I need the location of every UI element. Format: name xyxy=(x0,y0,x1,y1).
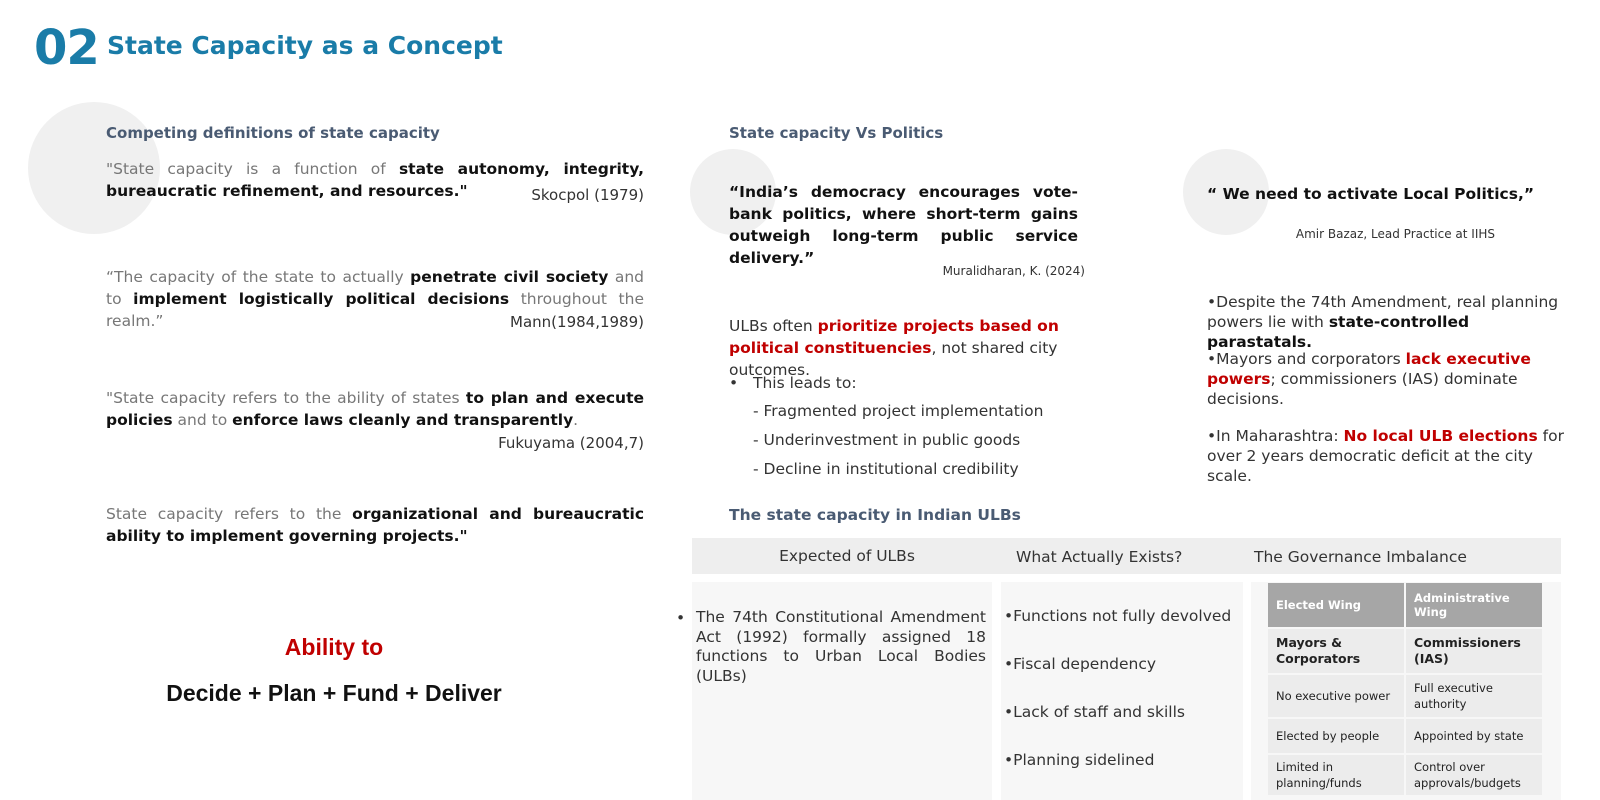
definitions-heading: Competing definitions of state capacity xyxy=(106,124,440,142)
quote-fukuyama xyxy=(106,387,644,431)
page-title: State Capacity as a Concept xyxy=(107,31,503,60)
quote-text: "State capacity is a function of xyxy=(106,160,399,178)
quote-muralidharan: “India’s democracy encourages vote-bank politics, where short-term gains outweigh long-term public service delivery.” xyxy=(729,183,1078,267)
table-row xyxy=(1268,629,1542,673)
citation-fukuyama: Fukuyama (2004,7) xyxy=(498,434,644,452)
consequence-item: - Underinvestment in public goods xyxy=(753,431,1021,449)
citation-skocpol: Skocpol (1979) xyxy=(531,186,644,204)
quote-text: State capacity refers to the xyxy=(106,505,353,523)
table-row xyxy=(1268,675,1542,717)
quote-text: throughout the realm.” xyxy=(106,290,644,330)
quote-emphasis: implement logistically political decisions xyxy=(133,290,510,308)
section-number: 02 xyxy=(34,20,99,76)
table-cell: Appointed by state xyxy=(1406,719,1542,753)
bullet-text: •Mayors and corporators xyxy=(1207,350,1406,368)
bullet-text: ; commissioners (IAS) dominate decisions. xyxy=(1207,370,1518,408)
column-header-imbalance: The Governance Imbalance xyxy=(1254,548,1467,566)
quote-organizational xyxy=(106,503,644,547)
bullet-executive-powers xyxy=(1207,349,1567,409)
bullet-highlight: No local ULB elections xyxy=(1343,427,1538,445)
quote-text: “The capacity of the state to actually xyxy=(106,268,411,286)
consequence-item: - Fragmented project implementation xyxy=(753,402,1044,420)
ulb-text-start: ULBs often xyxy=(729,317,818,335)
ulb-text-end: , not shared city outcomes. xyxy=(729,339,1058,379)
table-cell: Elected by people xyxy=(1268,719,1404,753)
header-elected-wing: Elected Wing xyxy=(1268,583,1404,627)
consequence-item: - Decline in institutional credibility xyxy=(753,460,1019,478)
bullet-text: •Despite the 74th Amendment, real planning powers lie with xyxy=(1207,293,1559,331)
quote-text: and to xyxy=(172,411,233,429)
citation-mann: Mann(1984,1989) xyxy=(510,313,644,331)
table-header-row xyxy=(1268,583,1542,627)
table-cell: Commissioners (IAS) xyxy=(1406,629,1542,673)
quote-emphasis: state autonomy, integrity, bureaucratic refinement, and resources." xyxy=(106,160,644,200)
exists-item: •Planning sidelined xyxy=(1004,751,1155,769)
quote-emphasis: organizational and bureaucratic ability to implement governing projects." xyxy=(106,505,645,545)
bullet-text: •In Maharashtra: xyxy=(1207,427,1344,445)
bullet-parastatals xyxy=(1207,292,1567,352)
ulb-text-highlight: prioritize projects based on political constituencies xyxy=(729,317,1059,357)
column-header-exists: What Actually Exists? xyxy=(1016,548,1183,566)
table-row xyxy=(1268,755,1542,795)
leads-bullet: • xyxy=(729,374,739,392)
ulb-priority-text xyxy=(729,315,1109,381)
quote-emphasis: penetrate civil society xyxy=(410,268,609,286)
table-cell: Mayors & Corporators xyxy=(1268,629,1404,673)
quote-emphasis: to plan and execute policies xyxy=(106,389,644,429)
bullet-maharashtra xyxy=(1207,426,1567,486)
exists-item: •Fiscal dependency xyxy=(1004,655,1157,673)
citation-muralidharan: Muralidharan, K. (2024) xyxy=(942,264,1085,278)
ability-label: Ability to xyxy=(284,634,384,660)
table-row xyxy=(1268,719,1542,753)
table-cell: Full executive authority xyxy=(1406,675,1542,717)
quote-text: and to xyxy=(106,268,644,308)
exists-item: •Lack of staff and skills xyxy=(1004,703,1185,721)
bullet-text: for over 2 years democratic deficit at the city scale. xyxy=(1207,427,1564,485)
exists-item: •Functions not fully devolved xyxy=(1004,607,1232,625)
ulb-table-heading: The state capacity in Indian ULBs xyxy=(729,506,1021,524)
table-cell: Control over approvals/budgets xyxy=(1406,755,1542,795)
leads-to-text: This leads to: xyxy=(753,374,857,392)
bullet-highlight: lack executive powers xyxy=(1207,350,1531,388)
quote-emphasis: enforce laws cleanly and transparently xyxy=(232,411,574,429)
expected-bullet: • xyxy=(676,609,686,627)
column-header-expected: Expected of ULBs xyxy=(779,547,915,565)
bullet-emphasis: state-controlled parastatals. xyxy=(1207,313,1470,351)
quote-bazaz: “ We need to activate Local Politics,” xyxy=(1207,185,1535,203)
capacity-formula: Decide + Plan + Fund + Deliver xyxy=(166,680,502,706)
table-cell: No executive power xyxy=(1268,675,1404,717)
governance-imbalance-table xyxy=(1266,581,1544,797)
politics-heading: State capacity Vs Politics xyxy=(729,124,944,142)
table-cell: Limited in planning/funds xyxy=(1268,755,1404,795)
quote-text: "State capacity refers to the ability of states xyxy=(106,389,466,407)
expected-text: The 74th Constitutional Amendment Act (1992) formally assigned 18 functions to Urban Local Bodies (ULBs) xyxy=(696,608,986,685)
citation-bazaz: Amir Bazaz, Lead Practice at IIHS xyxy=(1295,227,1495,241)
header-administrative-wing: Administrative Wing xyxy=(1406,583,1542,627)
quote-text: . xyxy=(573,411,579,429)
